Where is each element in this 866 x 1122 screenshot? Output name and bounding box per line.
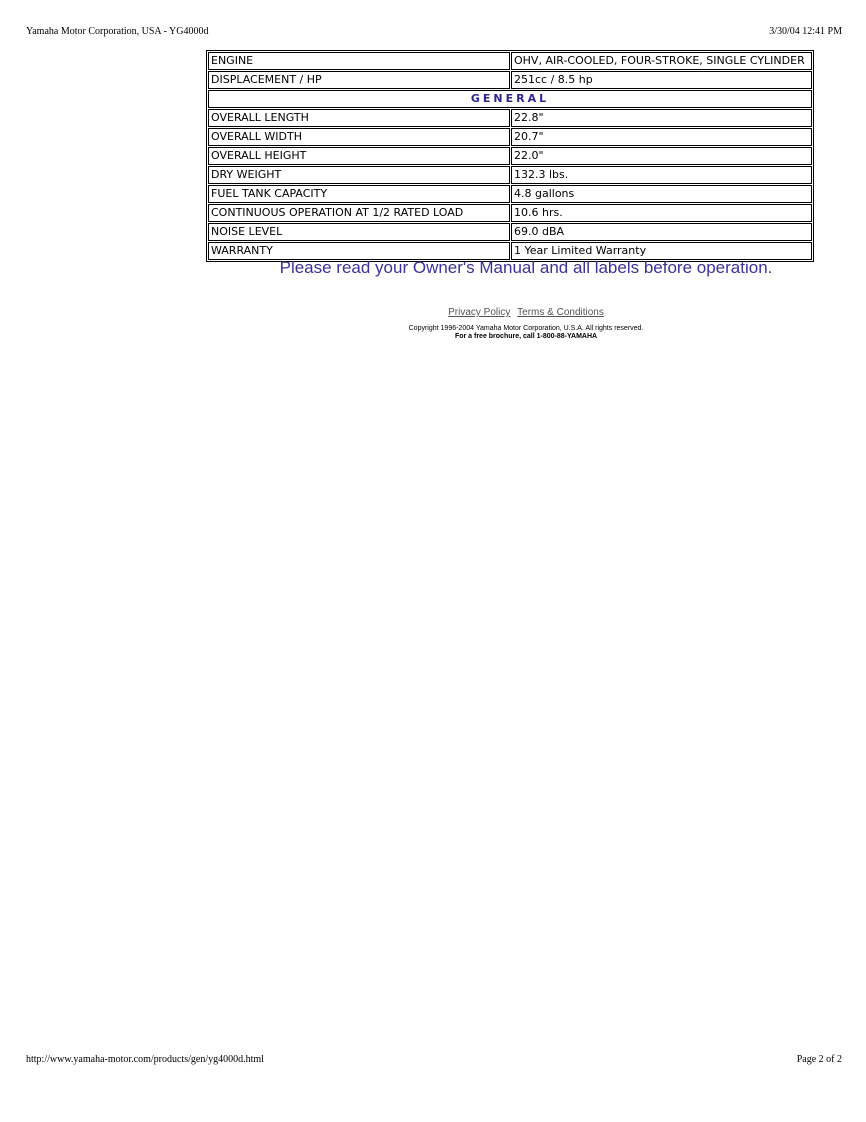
section-general-heading: GENERAL: [208, 90, 812, 108]
privacy-policy-link[interactable]: Privacy Policy: [448, 307, 511, 318]
terms-conditions-link[interactable]: Terms & Conditions: [517, 307, 604, 318]
footer-links: [206, 307, 846, 318]
brochure-phone-text: For a free brochure, call 1-800-88-YAMAHA: [454, 333, 598, 340]
copyright-text: Copyright 1996-2004 Yamaha Motor Corporation, U.S.A. All rights reserved.: [408, 325, 644, 332]
spec-label: DRY WEIGHT: [208, 166, 510, 184]
spec-value: 22.0": [511, 147, 812, 165]
spec-label: WARRANTY: [208, 242, 510, 260]
print-header-datetime: 3/30/04 12:41 PM: [769, 26, 842, 37]
spec-value: 22.8": [511, 109, 812, 127]
spec-label: NOISE LEVEL: [208, 223, 510, 241]
spec-label: CONTINUOUS OPERATION AT 1/2 RATED LOAD: [208, 204, 510, 222]
table-row: [208, 223, 812, 241]
spec-value: 1 Year Limited Warranty: [511, 242, 812, 260]
table-row: [208, 147, 812, 165]
spec-value: OHV, AIR-COOLED, FOUR-STROKE, SINGLE CYLINDER: [511, 52, 812, 70]
table-row: [208, 52, 812, 70]
table-row: [208, 71, 812, 89]
spec-value: 4.8 gallons: [511, 185, 812, 203]
spec-value: 251cc / 8.5 hp: [511, 71, 812, 89]
spec-table: [206, 50, 814, 262]
print-footer-url: http://www.yamaha-motor.com/products/gen/yg4000d.html: [26, 1054, 264, 1065]
table-row: [208, 128, 812, 146]
print-header-title: Yamaha Motor Corporation, USA - YG4000d: [26, 26, 209, 37]
table-row: [208, 166, 812, 184]
spec-value: 20.7": [511, 128, 812, 146]
spec-label: OVERALL HEIGHT: [208, 147, 510, 165]
spec-label: OVERALL LENGTH: [208, 109, 510, 127]
spec-value: 132.3 lbs.: [511, 166, 812, 184]
spec-label: DISPLACEMENT / HP: [208, 71, 510, 89]
table-row: [208, 204, 812, 222]
section-header-row: [208, 90, 812, 108]
spec-label: ENGINE: [208, 52, 510, 70]
print-footer-page-number: Page 2 of 2: [796, 1054, 842, 1065]
spec-value: 69.0 dBA: [511, 223, 812, 241]
table-row: [208, 185, 812, 203]
copyright-block: [206, 325, 846, 341]
owner-manual-notice: Please read your Owner's Manual and all labels before operation.: [279, 258, 773, 277]
spec-label: OVERALL WIDTH: [208, 128, 510, 146]
spec-label: FUEL TANK CAPACITY: [208, 185, 510, 203]
table-row: [208, 109, 812, 127]
spec-value: 10.6 hrs.: [511, 204, 812, 222]
